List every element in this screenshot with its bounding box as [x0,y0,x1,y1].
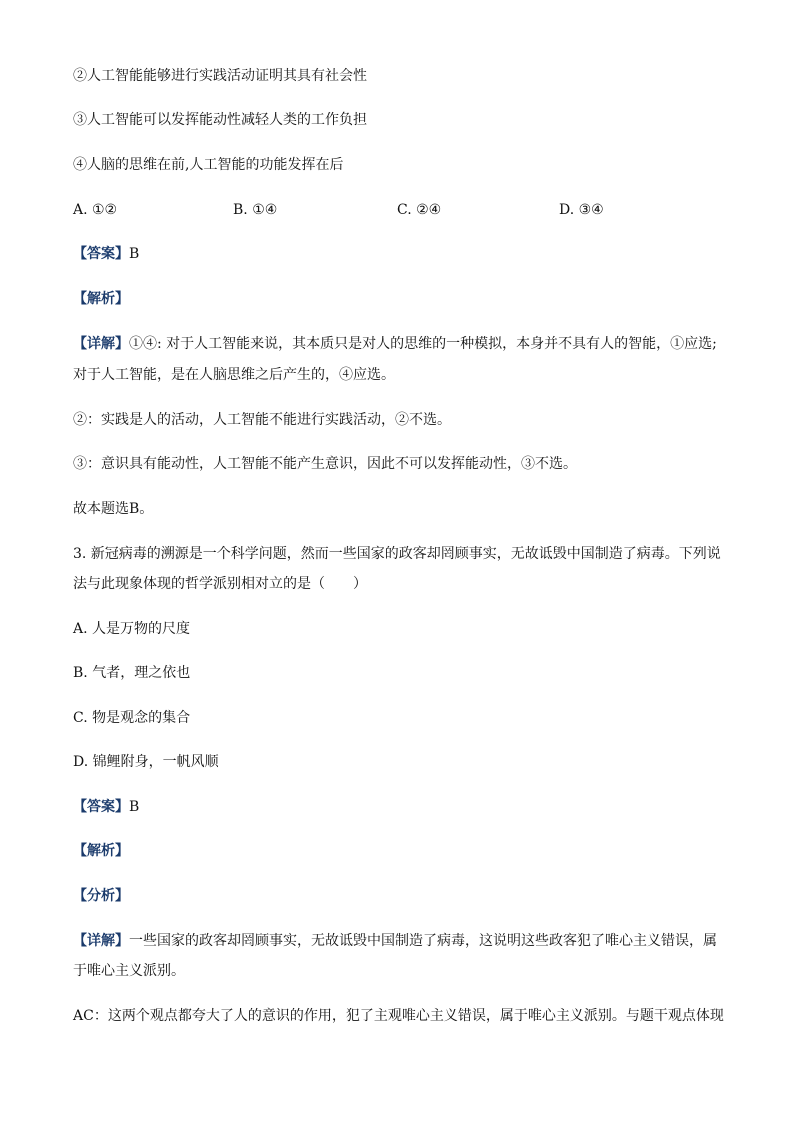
analysis-tag: 【解析】 [73,843,129,859]
option-c: C. ②④ [397,202,442,218]
q3-option-a: A. 人是万物的尺度 [73,621,191,637]
q2-analysis-tag [73,289,129,309]
q3-stem-line1: 3. 新冠病毒的溯源是一个科学问题，然而一些国家的政客却罔顾事实，无故诋毁中国制造了病毒。下列说 [73,546,721,562]
q3-analysis-tag [73,841,129,861]
detail-text: ①④: 对于人工智能来说，其本质只是对人的思维的一种模拟，本身并不具有人的智能，①应选; [129,336,717,352]
answer-value: B [129,799,140,815]
statement-4: ④人脑的思维在前,人工智能的功能发挥在后 [73,157,344,173]
q3-option-c: C. 物是观念的集合 [73,710,191,726]
detail-tag: 【详解】 [73,933,129,949]
q2-point-3: ③：意识具有能动性，人工智能不能产生意识，因此不可以发挥能动性，③不选。 [73,456,577,472]
q3-ac-line: AC：这两个观点都夸大了人的意识的作用，犯了主观唯心主义错误，属于唯心主义派别。与题干观点体现 [73,1008,724,1024]
q2-detail-line1 [73,334,717,354]
option-b: B. ①④ [233,202,278,218]
option-a: A. ①② [73,202,118,218]
answer-tag: 【答案】 [73,799,129,815]
q3-answer [73,797,139,817]
q3-detail-line1 [73,931,717,951]
q3-fenxi-tag [73,886,129,906]
answer-value: B [129,246,140,262]
q3-detail-line2: 于唯心主义派别。 [73,963,185,979]
q3-option-b: B. 气者，理之依也 [73,665,191,681]
q2-point-2: ②：实践是人的活动，人工智能不能进行实践活动，②不选。 [73,412,451,428]
q3-option-d: D. 锦鲤附身，一帆风顺 [73,754,219,770]
statement-3: ③人工智能可以发挥能动性减轻人类的工作负担 [73,112,367,128]
option-d: D. ③④ [559,202,604,218]
statement-2: ②人工智能能够进行实践活动证明其具有社会性 [73,68,367,84]
q2-conclusion: 故本题选B。 [73,501,154,517]
fenxi-tag: 【分析】 [73,888,129,904]
detail-tag: 【详解】 [73,336,129,352]
q2-detail-line2: 对于人工智能，是在人脑思维之后产生的，④应选。 [73,367,395,383]
analysis-tag: 【解析】 [73,291,129,307]
q2-answer [73,244,139,264]
detail-text: 一些国家的政客却罔顾事实，无故诋毁中国制造了病毒，这说明这些政客犯了唯心主义错误，属 [129,933,717,949]
answer-tag: 【答案】 [73,246,129,262]
q3-stem-line2: 法与此现象体现的哲学派别相对立的是（ ） [73,576,367,592]
